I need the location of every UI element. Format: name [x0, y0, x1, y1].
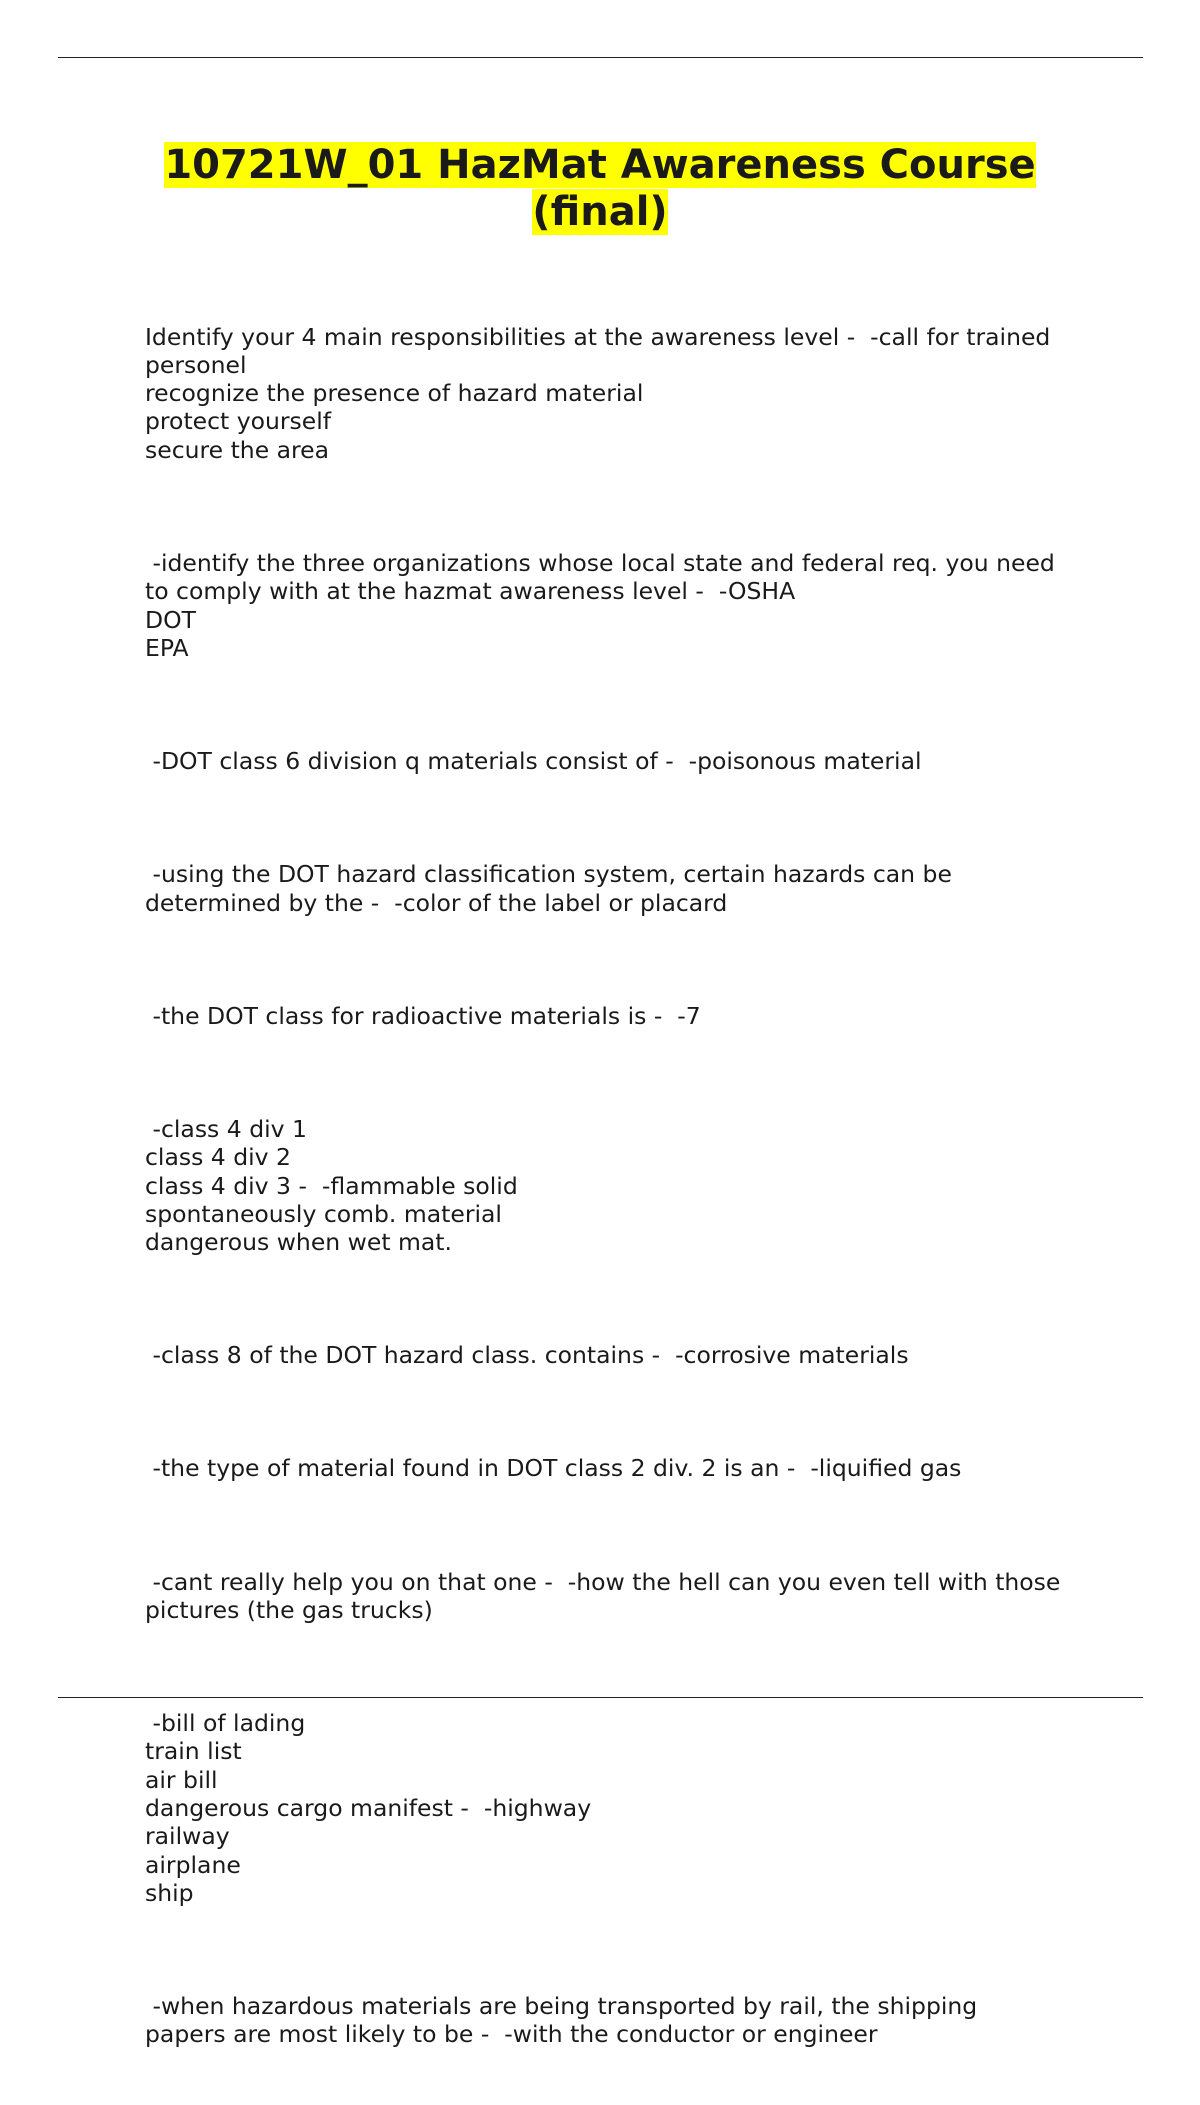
- card-8: [145, 1454, 1095, 1482]
- card-3: [145, 747, 1095, 775]
- card-question: Identify your 4 main responsibilities at the awareness level -: [145, 322, 863, 351]
- card-9: [145, 1568, 1095, 1625]
- card-answer: -highway railway airplane ship: [145, 1794, 592, 1907]
- card-question: -class 8 of the DOT hazard class. contains -: [145, 1341, 668, 1370]
- title-line-2: (final): [532, 189, 668, 235]
- card-answer: -OSHA DOT EPA: [145, 577, 796, 662]
- card-5: [145, 1002, 1095, 1030]
- card-2: [145, 549, 1095, 662]
- top-divider: [58, 57, 1143, 58]
- card-question: -identify the three organizations whose local state and federal req. you need to comply with at the hazmat awareness level -: [145, 548, 1055, 606]
- card-question: -the type of material found in DOT class 2 div. 2 is an -: [145, 1454, 803, 1483]
- document-title: [100, 142, 1100, 236]
- card-answer: -call for trained personel recognize the presence of hazard material protect yourself secure the area: [145, 322, 1051, 464]
- card-question: -when hazardous materials are being transported by rail, the shipping papers are most likely to be -: [145, 1992, 978, 2049]
- card-question: -bill of lading train list air bill dangerous cargo manifest -: [145, 1709, 469, 1823]
- card-answer: -7: [669, 1001, 701, 1030]
- card-7: [145, 1341, 1095, 1369]
- card-question: -DOT class 6 division q materials consist of -: [145, 747, 682, 776]
- card-question: -the DOT class for radioactive materials is -: [145, 1001, 670, 1030]
- card-answer: -with the conductor or engineer: [496, 2020, 878, 2049]
- card-answer: -liquified gas: [802, 1454, 962, 1483]
- bottom-divider: [58, 1697, 1143, 1698]
- flashcard-list: [145, 266, 1095, 2105]
- card-question: -cant really help you on that one -: [145, 1567, 561, 1596]
- card-answer: -poisonous material: [681, 747, 922, 776]
- card-question: -class 4 div 1 class 4 div 2 class 4 div 3 -: [145, 1114, 307, 1200]
- card-answer: -flammable solid spontaneously comb. material dangerous when wet mat.: [145, 1171, 518, 1257]
- card-answer: -corrosive materials: [667, 1341, 909, 1370]
- card-11: [145, 1992, 1095, 2049]
- card-6: [145, 1115, 1095, 1256]
- card-4: [145, 860, 1095, 917]
- title-line-1: 10721W_01 HazMat Awareness Course: [164, 142, 1036, 188]
- card-question: -using the DOT hazard classification system, certain hazards can be determined by the -: [145, 860, 952, 917]
- card-10: [145, 1709, 1095, 1907]
- card-1: [145, 323, 1095, 464]
- card-answer: -color of the label or placard: [386, 888, 728, 917]
- card-answer: -how the hell can you even tell with those pictures (the gas trucks): [145, 1567, 1061, 1624]
